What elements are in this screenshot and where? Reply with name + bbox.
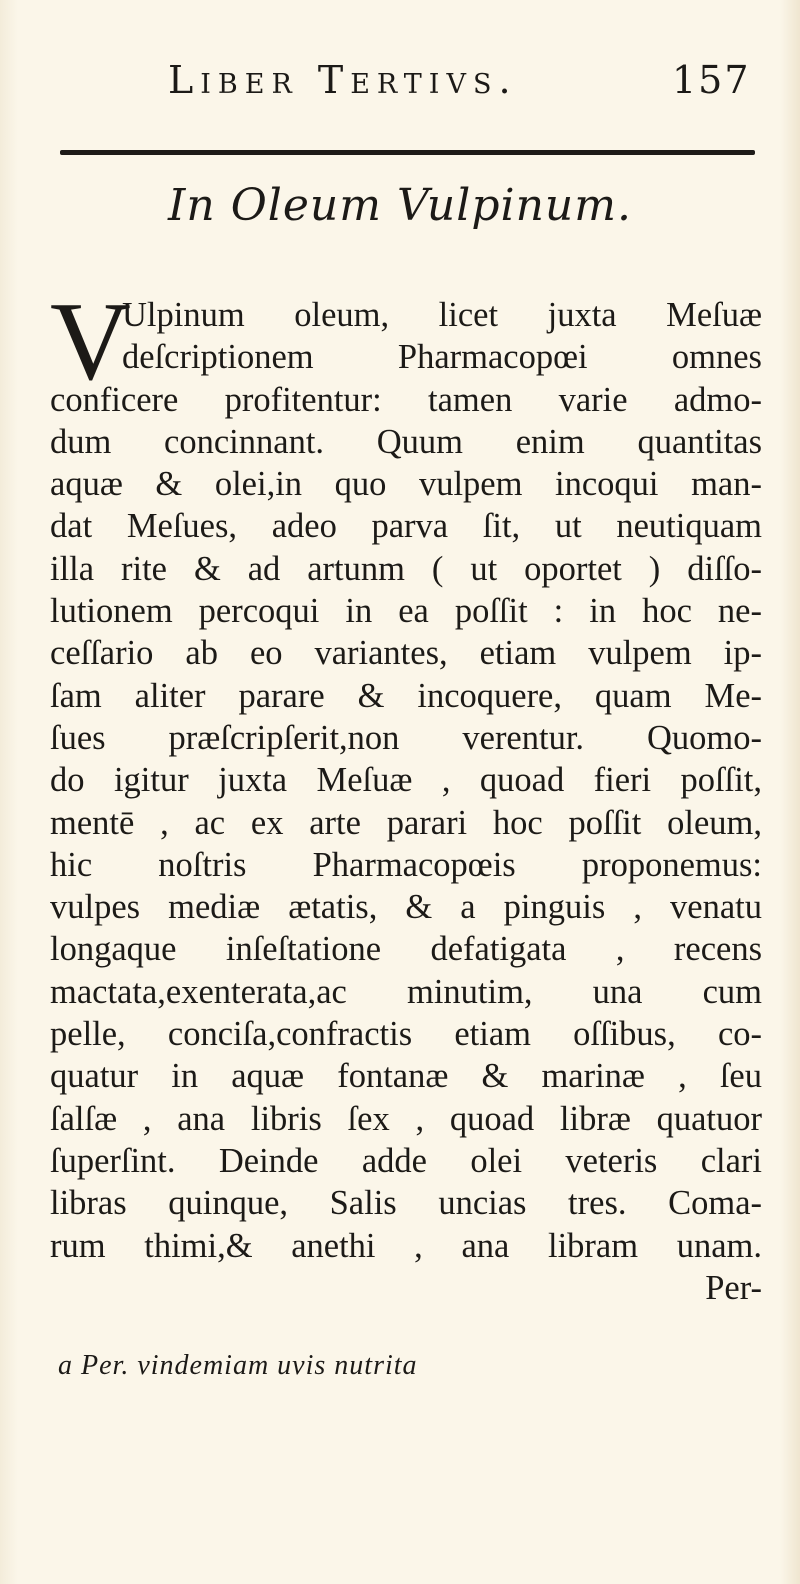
text-line: longaque inſeſtatione defatigata , recens [50,930,762,969]
drop-cap: V [50,280,131,404]
catchword: Per- [705,1268,762,1307]
text-line: pelle, conciſa,confractis etiam oſſibus, co- [50,1015,762,1054]
text-line: ſalſæ , ana libris ſex , quoad libræ quatuor [50,1099,762,1138]
text-line: rum thimi,& anethi , ana libram unam. [50,1226,762,1265]
text-line: ſues præſcripſerit,non verentur. Quomo- [50,718,762,757]
text-line: illa rite & ad artunm ( ut oportet ) diſſo- [50,549,762,588]
body-text [50,294,762,1309]
text-line: do igitur juxta Meſuæ , quoad fieri poſſit, [50,761,762,800]
header-rule [60,150,755,155]
text-line: lutionem percoqui in ea poſſit : in hoc ne- [50,592,762,631]
text-line: dum concinnant. Quum enim quantitas [50,422,762,461]
text-line: vulpes mediæ ætatis, & a pinguis , venatu [50,888,762,927]
text-line: deſcriptionem Pharmacopœi omnes [122,338,762,377]
text-line: conficere profitentur: tamen varie admo- [50,380,762,419]
running-head-title: Liber Tertivs. [168,58,518,102]
footnote: a Per. vindemiam uvis nutrita [58,1350,418,1381]
text-line: quatur in aquæ fontanæ & marinæ , ſeu [50,1057,762,1096]
page-number: 157 [672,58,751,102]
text-line: libras quinque, Salis uncias tres. Coma- [50,1184,762,1223]
text-line: hic noſtris Pharmacopœis proponemus: [50,845,762,884]
text-line: Ulpinum oleum, licet juxta Meſuæ [122,296,762,334]
text-line: mactata,exenterata,ac minutim, una cum [50,972,762,1011]
text-line: ſuperſint. Deinde adde olei veteris clari [50,1141,762,1180]
text-line: mentē , ac ex arte parari hoc poſſit oleum, [50,803,762,842]
section-title: In Oleum Vulpinum. [168,180,632,231]
text-line: dat Meſues, adeo parva ſit, ut neutiquam [50,507,762,546]
text-line: ſam aliter parare & incoquere, quam Me- [50,676,762,715]
text-line: aquæ & olei,in quo vulpem incoqui man- [50,465,762,504]
text-line: ceſſario ab eo variantes, etiam vulpem ip- [50,634,762,673]
